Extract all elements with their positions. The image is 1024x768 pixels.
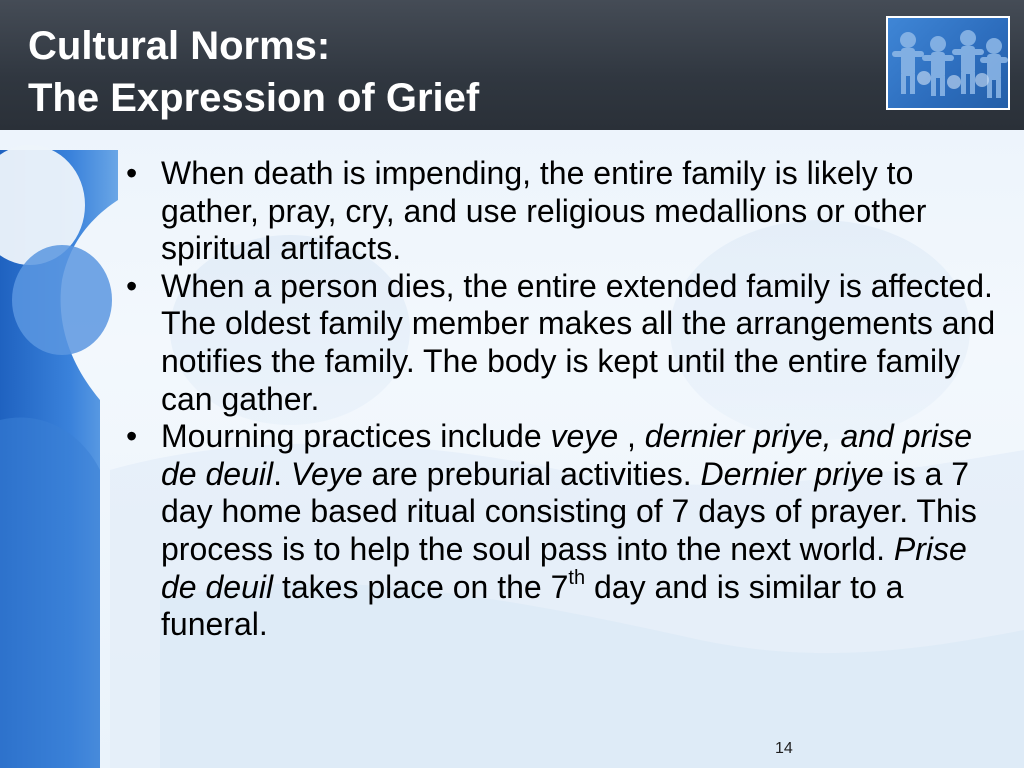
italic-term: veye (550, 418, 619, 455)
bullet-marker: • (126, 267, 138, 304)
bullet-item (118, 268, 998, 418)
italic-term: dernier priye, and prise de deuil (161, 418, 973, 492)
paper-doll-chain-icon (886, 16, 1010, 110)
italic-term: Dernier priye (700, 455, 884, 492)
text-run: day and is similar to a funeral. (161, 568, 904, 643)
bullet-text (161, 268, 995, 417)
bullet-marker: • (126, 155, 138, 191)
superscript-text: th (568, 566, 586, 589)
text-run: are preburial activities. (362, 455, 701, 492)
bullet-list (118, 155, 998, 644)
title-line-1: Cultural Norms: (28, 24, 331, 68)
text-run: is a 7 day home based ritual consisting of 7 days of prayer. This process is to help the soul pass into the next world. (161, 455, 977, 567)
title-line-2: The Expression of Grief (28, 76, 480, 120)
italic-term: Veye (290, 455, 363, 492)
text-run: takes place on the 7 (273, 568, 569, 605)
title-bar (0, 0, 1024, 130)
italic-term: Prise de deuil (161, 530, 967, 605)
text-run: When death is impending, the entire family is likely to gather, pray, cry, and use religious medallions or other spiritual artifacts. (161, 155, 927, 267)
bullet-text (161, 418, 977, 642)
bullet-text (161, 155, 926, 266)
text-run: When a person dies, the entire extended family is affected. The oldest family member makes all the arrangements and notifies the family. The body is kept until the entire family can gather. (161, 267, 996, 417)
bullet-item (118, 155, 998, 268)
bullet-marker: • (126, 418, 138, 455)
bullet-item (118, 418, 998, 644)
text-run: . (273, 455, 291, 492)
slide-title (28, 20, 479, 124)
text-run: , (618, 418, 645, 455)
text-run: Mourning practices include (161, 418, 551, 455)
page-number: 14 (775, 740, 793, 757)
